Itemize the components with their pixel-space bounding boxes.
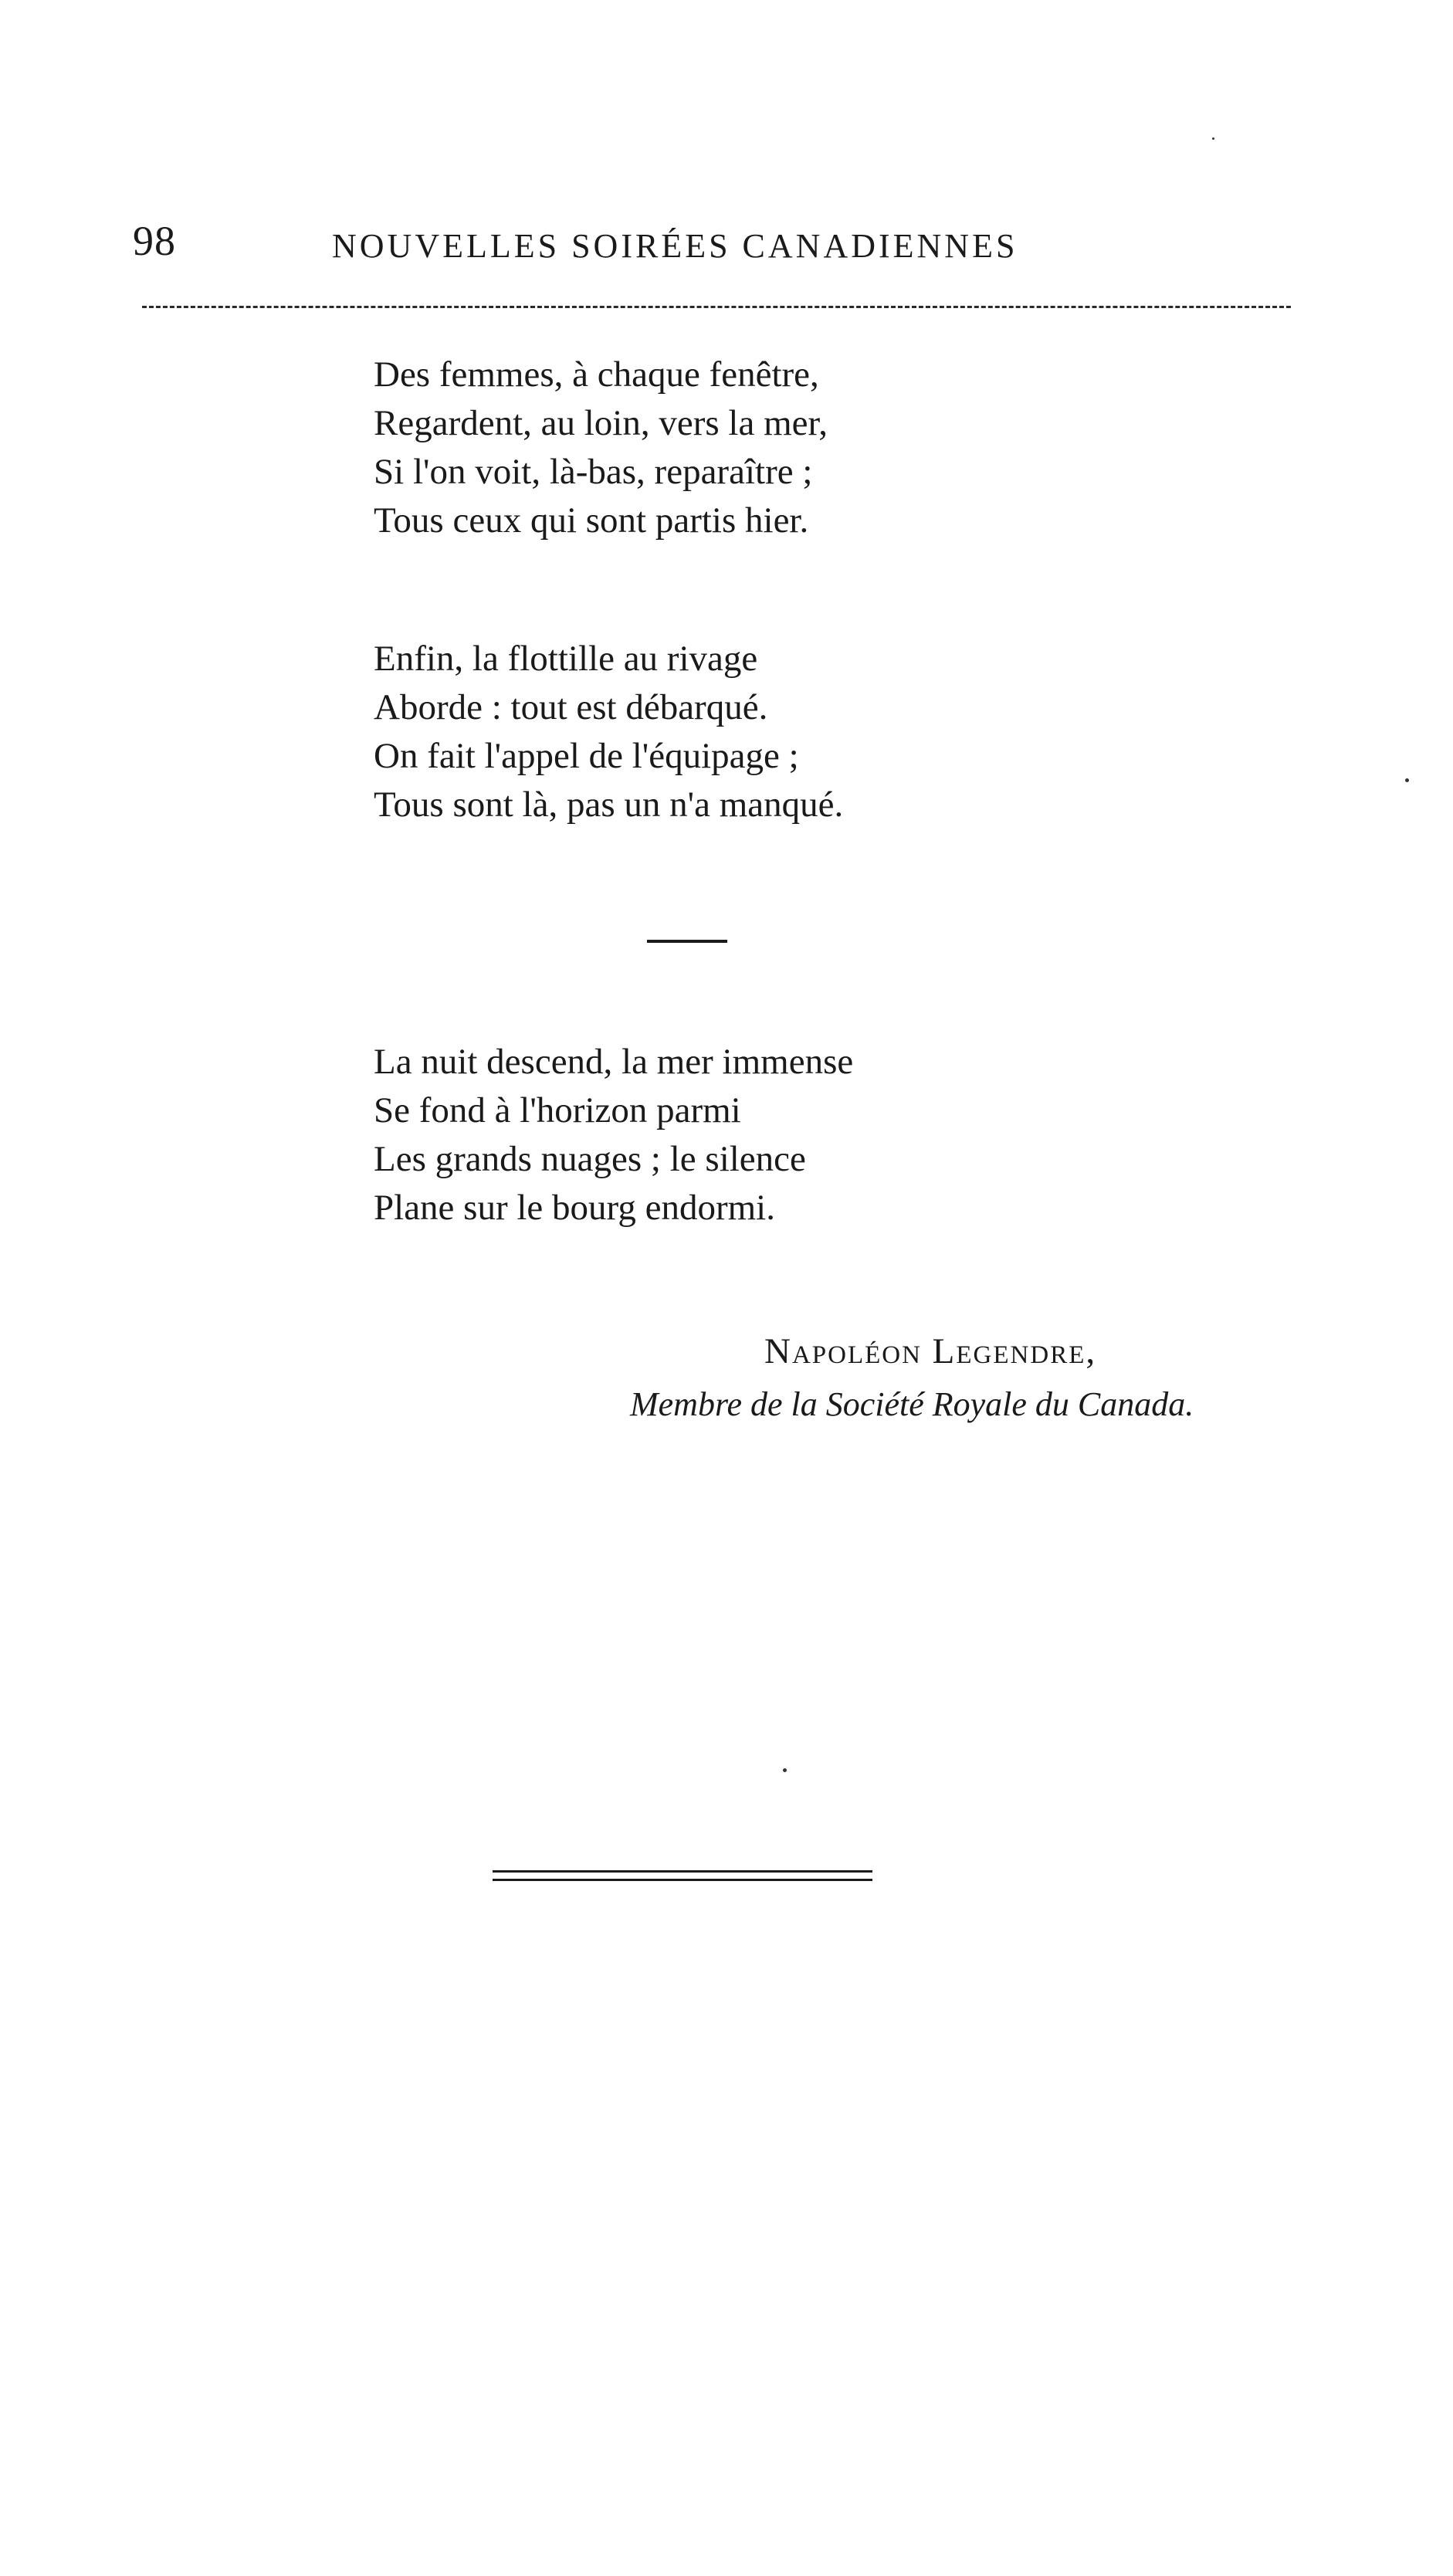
end-double-rule bbox=[493, 1870, 872, 1881]
verse-line: Se fond à l'horizon parmi bbox=[374, 1090, 741, 1130]
header-rule bbox=[142, 306, 1291, 308]
ink-speck bbox=[1212, 137, 1214, 140]
poem-stanza-3 bbox=[374, 1038, 853, 1232]
page-number: 98 bbox=[133, 218, 176, 264]
verse-line: Les grands nuages ; le silence bbox=[374, 1139, 806, 1179]
ink-speck bbox=[783, 1768, 787, 1772]
verse-line: Enfin, la flottille au rivage bbox=[374, 639, 758, 679]
verse-line: Des femmes, à chaque fenêtre, bbox=[374, 354, 819, 395]
author-name: Napoléon Legendre, bbox=[764, 1331, 1097, 1371]
verse-line: La nuit descend, la mer immense bbox=[374, 1042, 854, 1082]
poem-stanza-1 bbox=[374, 351, 828, 545]
verse-line: Regardent, au loin, vers la mer, bbox=[374, 403, 828, 443]
verse-line: Tous ceux qui sont partis hier. bbox=[374, 500, 809, 541]
verse-line: Plane sur le bourg endormi. bbox=[374, 1188, 775, 1228]
verse-line: Aborde : tout est débarqué. bbox=[374, 687, 768, 727]
verse-line: Si l'on voit, là-bas, reparaître ; bbox=[374, 452, 813, 492]
ink-speck bbox=[1405, 778, 1409, 782]
verse-line: On fait l'appel de l'équipage ; bbox=[374, 736, 799, 776]
running-title: NOUVELLES SOIRÉES CANADIENNES bbox=[332, 227, 1018, 265]
poem-stanza-2 bbox=[374, 635, 843, 829]
author-affiliation: Membre de la Société Royale du Canada. bbox=[630, 1385, 1194, 1423]
verse-line: Tous sont là, pas un n'a manqué. bbox=[374, 785, 844, 825]
section-divider bbox=[647, 940, 727, 943]
